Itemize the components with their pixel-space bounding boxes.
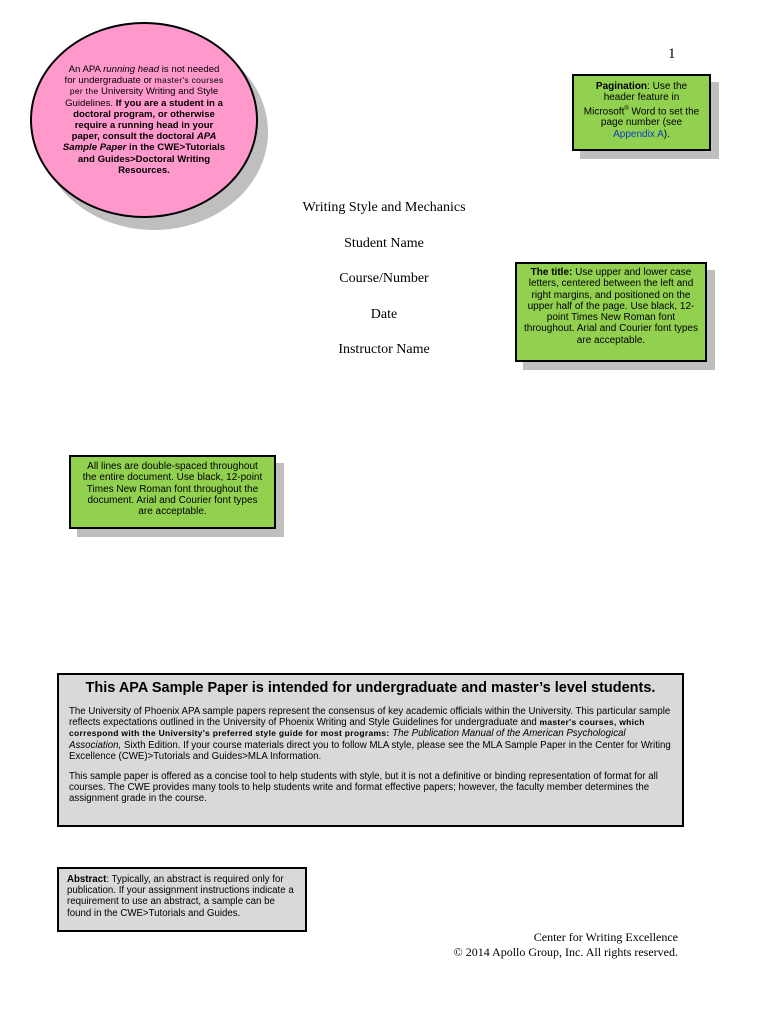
- footer-org: Center for Writing Excellence: [533, 930, 678, 944]
- sample-paper-notice: [57, 673, 684, 827]
- running-head-text: An APA running head is not needed for undergraduate or master's courses per the University Writing and Style Guidelines. If you are a student in a doctoral program, or otherwise require a running head in your paper, consult the doctoral APA Sample Paper in the CWE>Tutorials and Guides>Doctoral Writing Resources.: [62, 63, 226, 176]
- double-spacing-text: All lines are double-spaced throughout the entire document. Use black, 12-point Times New Roman font throughout the document. Arial and Courier font types are acceptable.: [82, 461, 263, 518]
- notice-heading: This APA Sample Paper is intended for undergraduate and master’s level students.: [85, 680, 656, 696]
- abstract-text: Abstract: Typically, an abstract is required only for publication. If your assignment instructions indicate a requirement to use an abstract, a sample can be found in the CWE>Tutorials and Guides.: [67, 874, 294, 919]
- course-number: Course/Number: [339, 271, 429, 287]
- title-callout-text: The title: Use upper and lower case letters, centered between the left and right margins, and positioned on the upper half of the page. Use black, 12-point Times New Roman font throughout. Arial and Courier font types are acceptable.: [524, 267, 698, 346]
- page-number: 1: [668, 46, 676, 62]
- pagination-text: Pagination: Use the header feature in Microsoft® Word to set the page number (see Appendix A).: [583, 81, 700, 140]
- double-spacing-callout: [69, 455, 276, 529]
- date: Date: [370, 306, 398, 322]
- instructor-name: Instructor Name: [338, 342, 430, 358]
- running-head-circle: [30, 22, 258, 218]
- notice-paragraph-2: This sample paper is offered as a concise tool to help students with style, but it is not a definitive or binding representation of format for all courses. The CWE provides many tools to help students write and format effective papers; however, the faculty member determines the assignment grade in the course.: [69, 771, 658, 805]
- appendix-a-link[interactable]: Appendix A: [613, 128, 664, 140]
- pagination-callout: [572, 74, 711, 151]
- footer-copyright: © 2014 Apollo Group, Inc. All rights reserved.: [453, 945, 678, 959]
- notice-paragraph-1: The University of Phoenix APA sample papers represent the consensus of key academic officials within the University. This particular sample reflects expectations outlined in the University of Phoenix Writing and Style Guidelines for undergraduate and master's courses, which correspond with the University's preferred style guide for most programs: The Publication Manual of the American Psychological Association, Sixth Edition. If your course materials direct you to follow MLA style, please see the MLA Sample Paper in the Center for Writing Excellence (CWE)>Tutorials and Guides>MLA Information.: [69, 706, 671, 762]
- paper-title: Writing Style and Mechanics: [302, 200, 466, 215]
- title-callout: [515, 262, 707, 362]
- abstract-callout: [57, 867, 307, 932]
- student-name: Student Name: [344, 235, 424, 251]
- running-head-callout: [30, 22, 262, 222]
- footer: [380, 930, 678, 960]
